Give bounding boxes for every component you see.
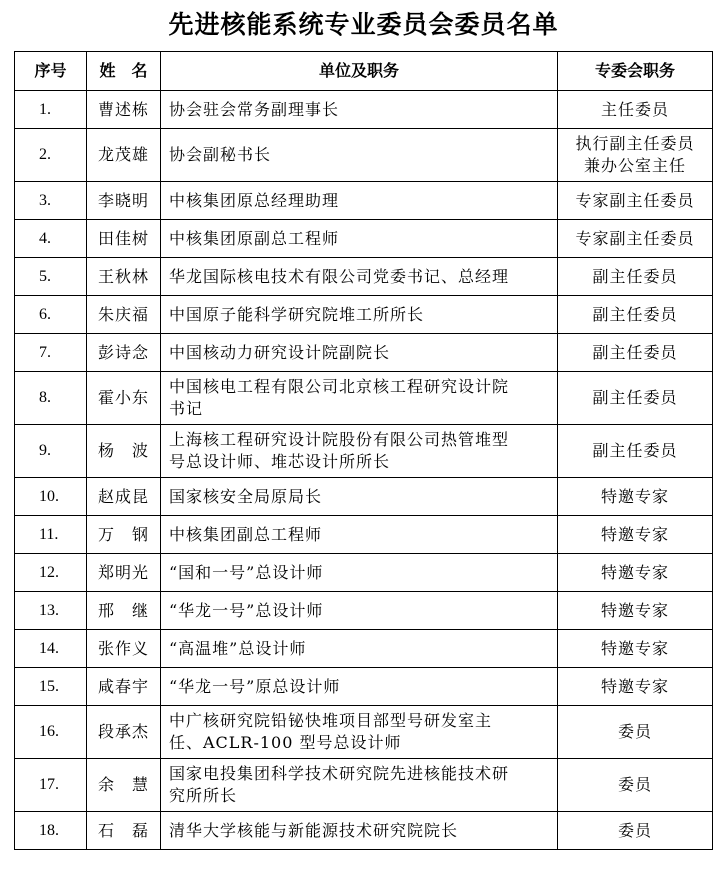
member-role <box>558 668 713 706</box>
unit-line: 中国核电工程有限公司北京核工程研究设计院 <box>169 377 510 396</box>
unit-line: 究所所长 <box>169 786 238 805</box>
row-index: 17. <box>15 759 87 812</box>
unit-line: 号总设计师、堆芯设计所所长 <box>169 452 391 471</box>
member-unit <box>161 478 558 516</box>
row-index: 9. <box>15 425 87 478</box>
unit-line: 中核集团原总经理助理 <box>169 190 340 210</box>
member-role <box>558 478 713 516</box>
member-name: 曹述栋 <box>87 91 161 129</box>
role-line: 委员 <box>617 722 652 741</box>
member-name: 彭诗念 <box>87 334 161 372</box>
unit-line: 中广核研究院铅铋快堆项目部型号研发室主 <box>169 711 493 730</box>
role-line: 专家副主任委员 <box>575 228 695 248</box>
member-name: 邢 继 <box>87 592 161 630</box>
unit-line: 华龙国际核电技术有限公司党委书记、总经理 <box>169 266 510 286</box>
member-name: 万 钢 <box>87 516 161 554</box>
member-unit <box>161 425 558 478</box>
row-index: 4. <box>15 220 87 258</box>
member-name: 杨 波 <box>87 425 161 478</box>
table-row <box>15 182 713 220</box>
row-index: 1. <box>15 91 87 129</box>
table-row <box>15 220 713 258</box>
unit-line: 中核集团原副总工程师 <box>169 228 340 248</box>
table-row <box>15 478 713 516</box>
member-role <box>558 91 713 129</box>
table-body <box>15 91 713 850</box>
member-unit <box>161 759 558 812</box>
role-line: 特邀专家 <box>600 676 669 696</box>
row-index: 12. <box>15 554 87 592</box>
row-index: 18. <box>15 812 87 850</box>
member-name: 王秋林 <box>87 258 161 296</box>
row-index: 15. <box>15 668 87 706</box>
role-line: 特邀专家 <box>600 600 669 620</box>
member-unit <box>161 182 558 220</box>
table-row <box>15 372 713 425</box>
unit-line: 清华大学核能与新能源技术研究院院长 <box>169 820 459 840</box>
table-row <box>15 630 713 668</box>
unit-line: 协会副秘书长 <box>169 145 272 164</box>
unit-line: 中国原子能科学研究院堆工所所长 <box>169 304 425 324</box>
role-line: 兼办公室主任 <box>583 156 686 175</box>
member-unit <box>161 258 558 296</box>
member-name: 朱庆福 <box>87 296 161 334</box>
member-role <box>558 812 713 850</box>
unit-line: 协会驻会常务副理事长 <box>169 99 340 119</box>
member-role <box>558 425 713 478</box>
member-table <box>14 51 713 850</box>
role-line: 副主任委员 <box>592 388 678 407</box>
member-name: 郑明光 <box>87 554 161 592</box>
unit-line: 上海核工程研究设计院股份有限公司热管堆型 <box>169 430 510 449</box>
member-role <box>558 372 713 425</box>
table-row <box>15 592 713 630</box>
row-index: 7. <box>15 334 87 372</box>
row-index: 16. <box>15 706 87 759</box>
member-name: 李晓明 <box>87 182 161 220</box>
member-role <box>558 516 713 554</box>
role-line: 委员 <box>617 775 652 794</box>
table-row <box>15 129 713 182</box>
row-index: 13. <box>15 592 87 630</box>
member-unit <box>161 91 558 129</box>
member-role <box>558 258 713 296</box>
row-index: 11. <box>15 516 87 554</box>
row-index: 6. <box>15 296 87 334</box>
member-name: 段承杰 <box>87 706 161 759</box>
member-role <box>558 706 713 759</box>
member-unit <box>161 129 558 182</box>
row-index: 3. <box>15 182 87 220</box>
table-row <box>15 812 713 850</box>
member-role <box>558 334 713 372</box>
member-unit <box>161 372 558 425</box>
member-role <box>558 296 713 334</box>
member-unit <box>161 668 558 706</box>
unit-line: 国家核安全局原局长 <box>169 486 323 506</box>
column-header-name: 姓 名 <box>87 52 161 91</box>
unit-line: 中核集团副总工程师 <box>169 524 323 544</box>
table-row <box>15 258 713 296</box>
member-name: 余 慧 <box>87 759 161 812</box>
unit-line: “国和一号”总设计师 <box>169 562 324 582</box>
role-line: 副主任委员 <box>592 304 678 324</box>
member-role <box>558 630 713 668</box>
role-line: 副主任委员 <box>592 342 678 362</box>
row-index: 10. <box>15 478 87 516</box>
member-name: 龙茂雄 <box>87 129 161 182</box>
member-unit <box>161 554 558 592</box>
member-unit <box>161 334 558 372</box>
page-title: 先进核能系统专业委员会委员名单 <box>168 10 559 39</box>
role-line: 特邀专家 <box>600 562 669 582</box>
table-header-row <box>15 52 713 91</box>
row-index: 8. <box>15 372 87 425</box>
member-role <box>558 220 713 258</box>
role-line: 特邀专家 <box>600 524 669 544</box>
table-row <box>15 759 713 812</box>
row-index: 2. <box>15 129 87 182</box>
member-name: 田佳树 <box>87 220 161 258</box>
unit-line: 国家电投集团科学技术研究院先进核能技术研 <box>169 764 510 783</box>
unit-line: “华龙一号”原总设计师 <box>169 676 341 696</box>
member-unit <box>161 706 558 759</box>
member-unit <box>161 296 558 334</box>
role-line: 执行副主任委员 <box>575 134 695 153</box>
member-role <box>558 759 713 812</box>
member-unit <box>161 812 558 850</box>
unit-line: 任、ACLR-100 型号总设计师 <box>169 733 402 752</box>
member-role <box>558 554 713 592</box>
table-row <box>15 91 713 129</box>
table-row <box>15 554 713 592</box>
member-role <box>558 129 713 182</box>
member-unit <box>161 220 558 258</box>
table-row <box>15 516 713 554</box>
role-line: 专家副主任委员 <box>575 190 695 210</box>
unit-line: “华龙一号”总设计师 <box>169 600 324 620</box>
column-header-unit: 单位及职务 <box>161 52 558 91</box>
unit-line: “高温堆”总设计师 <box>169 638 307 658</box>
member-name: 张作义 <box>87 630 161 668</box>
member-unit <box>161 592 558 630</box>
member-name: 赵成昆 <box>87 478 161 516</box>
member-name: 霍小东 <box>87 372 161 425</box>
member-unit <box>161 516 558 554</box>
role-line: 副主任委员 <box>592 441 678 460</box>
row-index: 5. <box>15 258 87 296</box>
table-row <box>15 706 713 759</box>
column-header-index: 序号 <box>15 52 87 91</box>
role-line: 副主任委员 <box>592 266 678 286</box>
table-row <box>15 296 713 334</box>
table-row <box>15 334 713 372</box>
unit-line: 中国核动力研究设计院副院长 <box>169 342 391 362</box>
row-index: 14. <box>15 630 87 668</box>
column-header-role: 专委会职务 <box>558 52 713 91</box>
member-role <box>558 592 713 630</box>
table-row <box>15 668 713 706</box>
member-unit <box>161 630 558 668</box>
table-row <box>15 425 713 478</box>
member-name: 咸春宇 <box>87 668 161 706</box>
member-role <box>558 182 713 220</box>
member-name: 石 磊 <box>87 812 161 850</box>
role-line: 特邀专家 <box>600 638 669 658</box>
role-line: 特邀专家 <box>600 486 669 506</box>
unit-line: 书记 <box>169 399 204 418</box>
role-line: 主任委员 <box>600 99 669 119</box>
role-line: 委员 <box>617 820 652 840</box>
